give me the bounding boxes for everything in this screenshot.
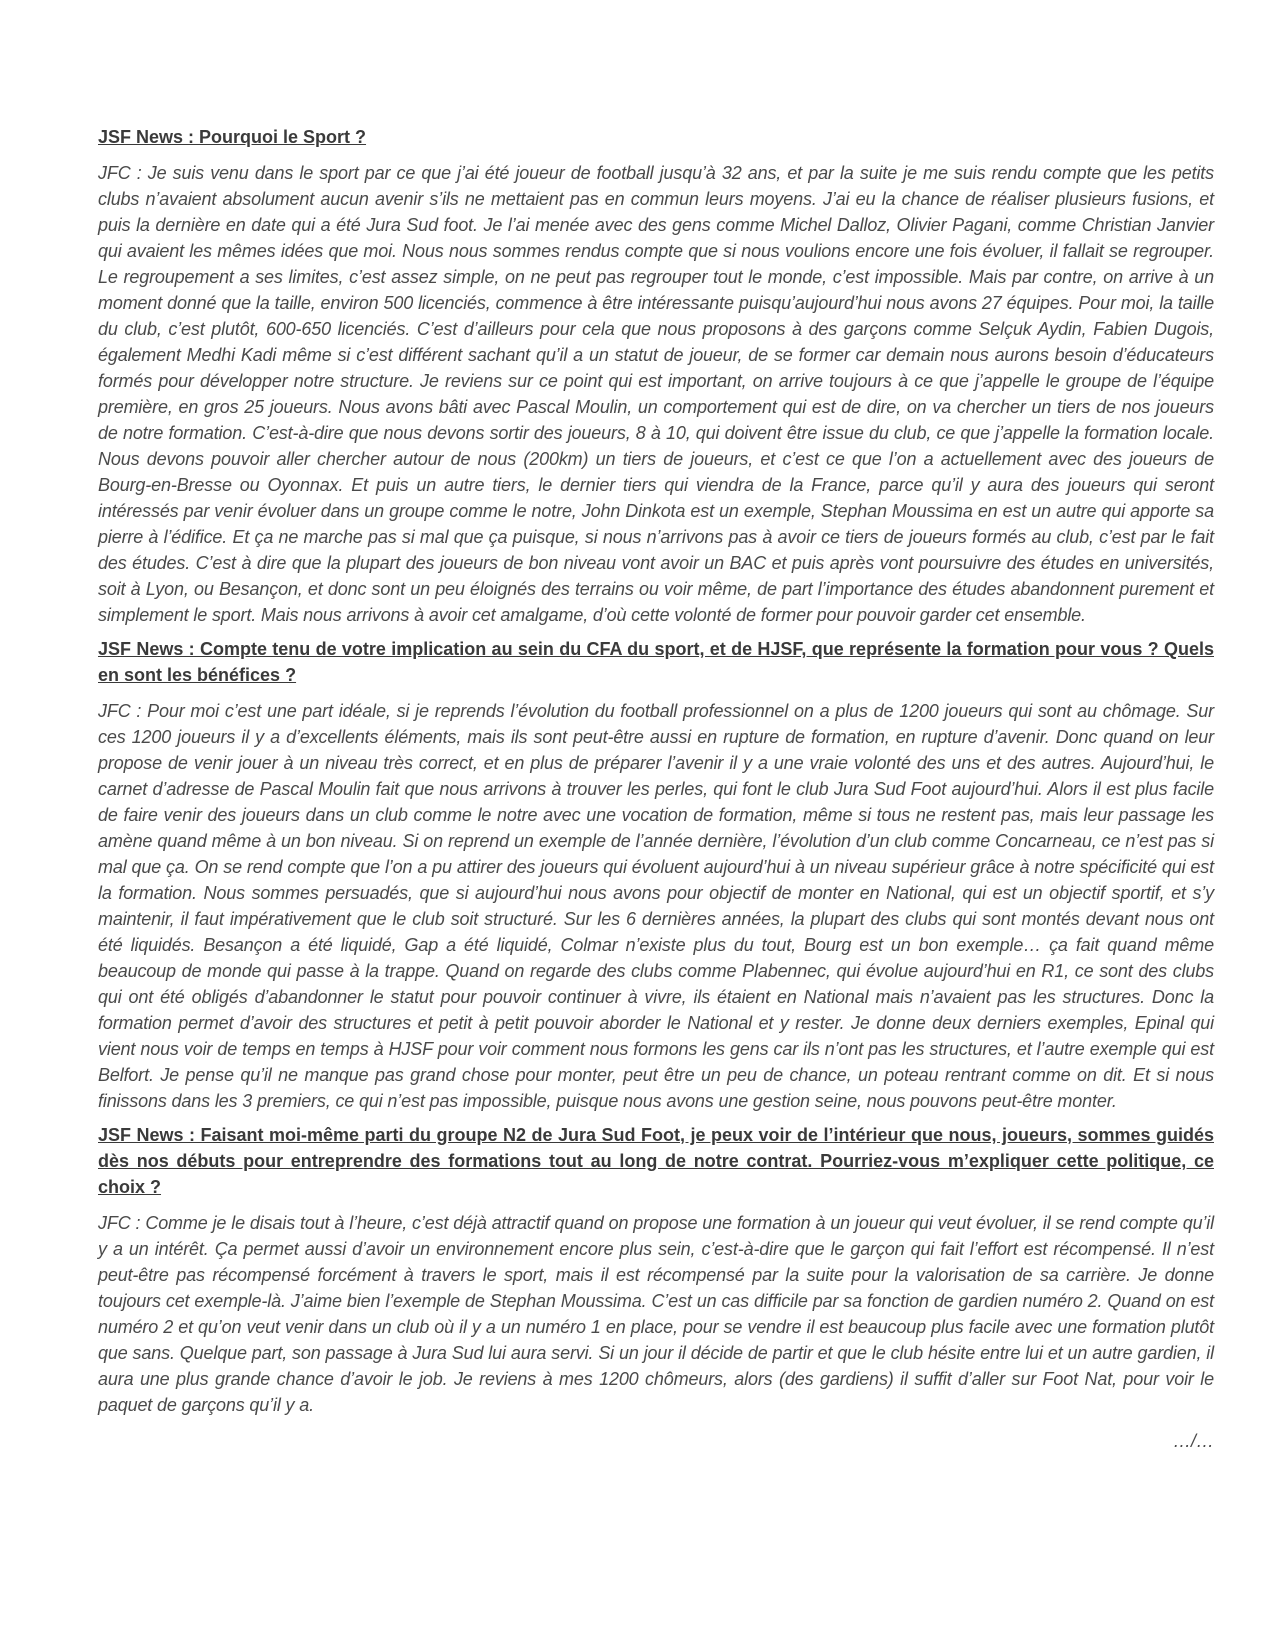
answer-paragraph: JFC : Pour moi c’est une part idéale, si je reprends l’évolution du football professionnel on a plus de 1200 joueurs qui sont au chômage. Sur ces 1200 joueurs il y a d’excellents éléments, mais ils sont peut-être aussi en rupture de formation, en rupture d’avenir. Donc quand on leur propose de venir jouer à un niveau très correct, et en plus de préparer l’avenir il y a une vraie volonté des uns et des autres. Aujourd’hui, le carnet d’adresse de Pascal Moulin fait que nous arrivons à trouver les perles, qui font le club Jura Sud Foot aujourd’hui. Alors il est plus facile de faire venir des joueurs dans un club comme le notre avec une vocation de formation, même si tous ne restent pas, mais leur passage les amène quand même à un bon niveau. Si on reprend un exemple de l’année dernière, l’évolution d’un club comme Concarneau, ce n’est pas si mal que ça. On se rend compte que l’on a pu attirer des joueurs qui évoluent aujourd’hui à un niveau supérieur grâce à notre spécificité qui est la formation. Nous sommes persuadés, que si aujourd’hui nous avons pour objectif de monter en National, qui est un objectif sportif, et s’y maintenir, il faut impérativement que le club soit structuré. Sur les 6 dernières années, la plupart des clubs qui sont montés devant nous ont été liquidés. Besançon a été liquidé, Gap a été liquidé, Colmar n’existe plus du tout, Bourg est un bon exemple… ça fait quand même beaucoup de monde qui passe à la trappe. Quand on regarde des clubs comme Plabennec, qui évolue aujourd’hui en R1, ce sont des clubs qui ont été obligés d’abandonner le statut pour pouvoir continuer à vivre, ils étaient en National mais n’avaient pas les structures. Donc la formation permet d’avoir des structures et petit à petit pouvoir aborder le National et y rester. Je donne deux derniers exemples, Epinal qui vient nous voir de temps en temps à HJSF pour voir comment nous formons les gens car ils n’ont pas les structures, et l’autre exemple qui est Belfort. Je pense qu’il ne manque pas grand chose pour monter, peut être un peu de chance, un poteau rentrant comme on dit. Et si nous finissons dans les 3 premiers, ce qui n’est pas impossible, puisque nous avons une gestion seine, nous pouvons peut-être monter. — [98, 701, 1214, 1111]
answer-paragraph: JFC : Comme je le disais tout à l’heure, c’est déjà attractif quand on propose une formation à un joueur qui veut évoluer, il se rend compte qu’il y a un intérêt. Ça permet aussi d’avoir un environnement encore plus sein, c’est-à-dire que le garçon qui fait l’effort est récompensé. Il n’est peut-être pas récompensé forcément à travers le sport, mais il est récompensé par la suite pour la valorisation de sa carrière. Je donne toujours cet exemple-là. J’aime bien l’exemple de Stephan Moussima. C’est un cas difficile par sa fonction de gardien numéro 2. Quand on est numéro 2 et qu’on veut venir dans un club où il y a un numéro 1 en place, pour se vendre il est beaucoup plus facile avec une formation plutôt que sans. Quelque part, son passage à Jura Sud lui aura servi. Si un jour il décide de partir et que le club hésite entre lui et un autre gardien, il aura une plus grande chance d’avoir le job. Je reviens à mes 1200 chômeurs, alors (des gardiens) il suffit d’aller sur Foot Nat, pour voir le paquet de garçons qu’il y a. — [98, 1213, 1214, 1415]
continuation-marker: …/… — [1172, 1431, 1214, 1451]
question-heading: JSF News : Faisant moi-même parti du groupe N2 de Jura Sud Foot, je peux voir de l’intérieur que nous, joueurs, sommes guidés dès nos débuts pour entreprendre des formations tout au long de notre contrat. Pourriez-vous m’expliquer cette politique, ce choix ? — [98, 1125, 1214, 1197]
interview-section-3 — [98, 1122, 1214, 1418]
answer-paragraph: JFC : Je suis venu dans le sport par ce que j’ai été joueur de football jusqu’à 32 ans, et par la suite je me suis rendu compte que les petits clubs n’avaient absolument aucun avenir s’ils ne mettaient pas en commun leurs moyens. J’ai eu la chance de réaliser plusieurs fusions, et puis la dernière en date qui a été Jura Sud foot. Je l’ai menée avec des gens comme Michel Dalloz, Olivier Pagani, comme Christian Janvier qui avaient les mêmes idées que moi. Nous nous sommes rendus compte que si nous voulions encore une fois évoluer, il fallait se regrouper. Le regroupement a ses limites, c’est assez simple, on ne peut pas regrouper tout le monde, c’est impossible. Mais par contre, on arrive à un moment donné que la taille, environ 500 licenciés, commence à être intéressante puisqu’aujourd’hui nous avons 27 équipes. Pour moi, la taille du club, c’est plutôt, 600-650 licenciés. C’est d’ailleurs pour cela que nous proposons à des garçons comme Selçuk Aydin, Fabien Dugois, également Medhi Kadi même si c’est différent sachant qu’il a un statut de joueur, de se former car demain nous aurons besoin d’éducateurs formés pour développer notre structure. Je reviens sur ce point qui est important, on arrive toujours à ce que j’appelle le groupe de l’équipe première, en gros 25 joueurs. Nous avons bâti avec Pascal Moulin, un comportement qui est de dire, on va chercher un tiers de nos joueurs de notre formation. C’est-à-dire que nous devons sortir des joueurs, 8 à 10, qui doivent être issue du club, ce que j’appelle la formation locale. Nous devons pouvoir aller chercher autour de nous (200km) un tiers de joueurs, et c’est ce que l’on a actuellement avec des joueurs de Bourg-en-Bresse ou Oyonnax. Et puis un autre tiers, le dernier tiers qui viendra de la France, parce qu’il y aura des joueurs qui seront intéressés par venir évoluer dans un groupe comme le notre, John Dinkota est un exemple, Stephan Moussima en est un autre qui apporte sa pierre à l’édifice. Et ça ne marche pas si mal que ça puisque, si nous n’arrivons pas à avoir ce tiers de joueurs formés au club, c’est par le fait des études. C’est à dire que la plupart des joueurs de bon niveau vont avoir un BAC et puis après vont poursuivre des études en universités, soit à Lyon, ou Besançon, et donc sont un peu éloignés des terrains ou voir même, de part l’importance des études abandonnent purement et simplement le sport. Mais nous arrivons à avoir cet amalgame, d’où cette volonté de former pour pouvoir garder cet ensemble. — [98, 163, 1214, 625]
question-heading: JSF News : Compte tenu de votre implication au sein du CFA du sport, et de HJSF, que représente la formation pour vous ? Quels en sont les bénéfices ? — [98, 639, 1214, 685]
question-heading: JSF News : Pourquoi le Sport ? — [98, 127, 367, 147]
document-page — [98, 124, 1214, 1454]
interview-section-2 — [98, 636, 1214, 1114]
interview-section-1 — [98, 124, 1214, 628]
